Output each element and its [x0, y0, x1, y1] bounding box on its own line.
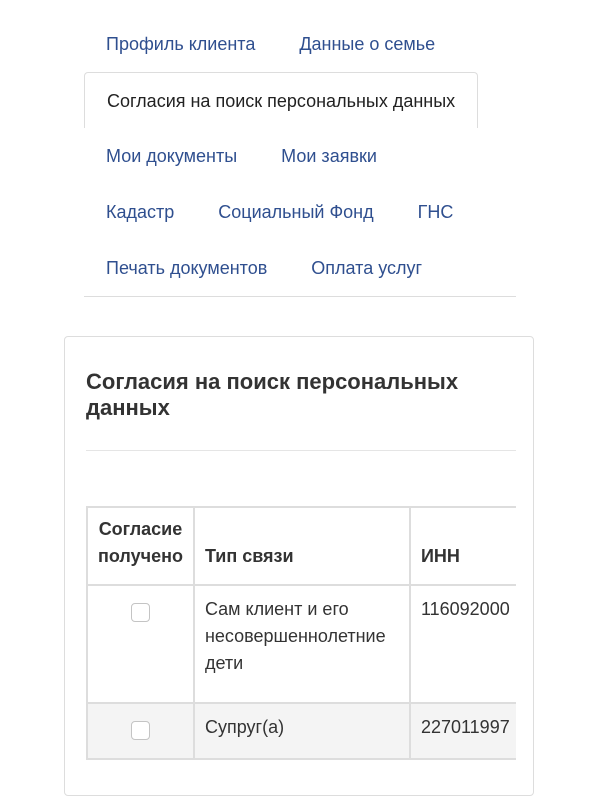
- header-consent-received: Согласие получено: [87, 507, 194, 585]
- tab-payment-services[interactable]: Оплата услуг: [311, 258, 423, 278]
- tabs-divider: [84, 296, 516, 297]
- table-row: [87, 703, 516, 759]
- tab-row-3: [84, 128, 516, 184]
- tab-family-data[interactable]: Данные о семье: [299, 34, 436, 54]
- inn-cell: 227011997: [410, 703, 516, 759]
- panel-title: Согласия на поиск персональных данных: [86, 369, 459, 420]
- consent-cell: [87, 585, 194, 703]
- consent-checkbox[interactable]: [131, 603, 150, 622]
- inn-cell: 116092000: [410, 585, 516, 703]
- table-row: [87, 585, 516, 703]
- consents-table-scroll[interactable]: [86, 506, 516, 760]
- tab-tax-service[interactable]: ГНС: [417, 202, 454, 222]
- client-tabs: [84, 16, 516, 296]
- tab-row-2: [84, 72, 516, 128]
- relation-type-cell: Супруг(а): [194, 703, 410, 759]
- relation-type-cell: Сам клиент и его несовершеннолетние дети: [194, 585, 410, 703]
- tab-consents-active[interactable]: Согласия на поиск персональных данных: [84, 72, 478, 128]
- tab-row-5: [84, 240, 516, 296]
- tab-row-4: [84, 184, 516, 240]
- tab-client-profile[interactable]: Профиль клиента: [106, 34, 256, 54]
- tab-row-1: [84, 16, 516, 72]
- table-header-row: [87, 507, 516, 585]
- consent-cell: [87, 703, 194, 759]
- tab-my-documents[interactable]: Мои документы: [106, 146, 238, 166]
- tab-social-fund[interactable]: Социальный Фонд: [218, 202, 374, 222]
- header-relation-type: Тип связи: [194, 507, 410, 585]
- tab-cadastre[interactable]: Кадастр: [106, 202, 175, 222]
- tab-print-documents[interactable]: Печать документов: [106, 258, 268, 278]
- tab-my-requests[interactable]: Мои заявки: [281, 146, 377, 166]
- consent-checkbox[interactable]: [131, 721, 150, 740]
- consents-table: [86, 506, 516, 760]
- consents-panel: [64, 336, 534, 796]
- header-inn: ИНН: [410, 507, 516, 585]
- panel-divider: [86, 450, 516, 451]
